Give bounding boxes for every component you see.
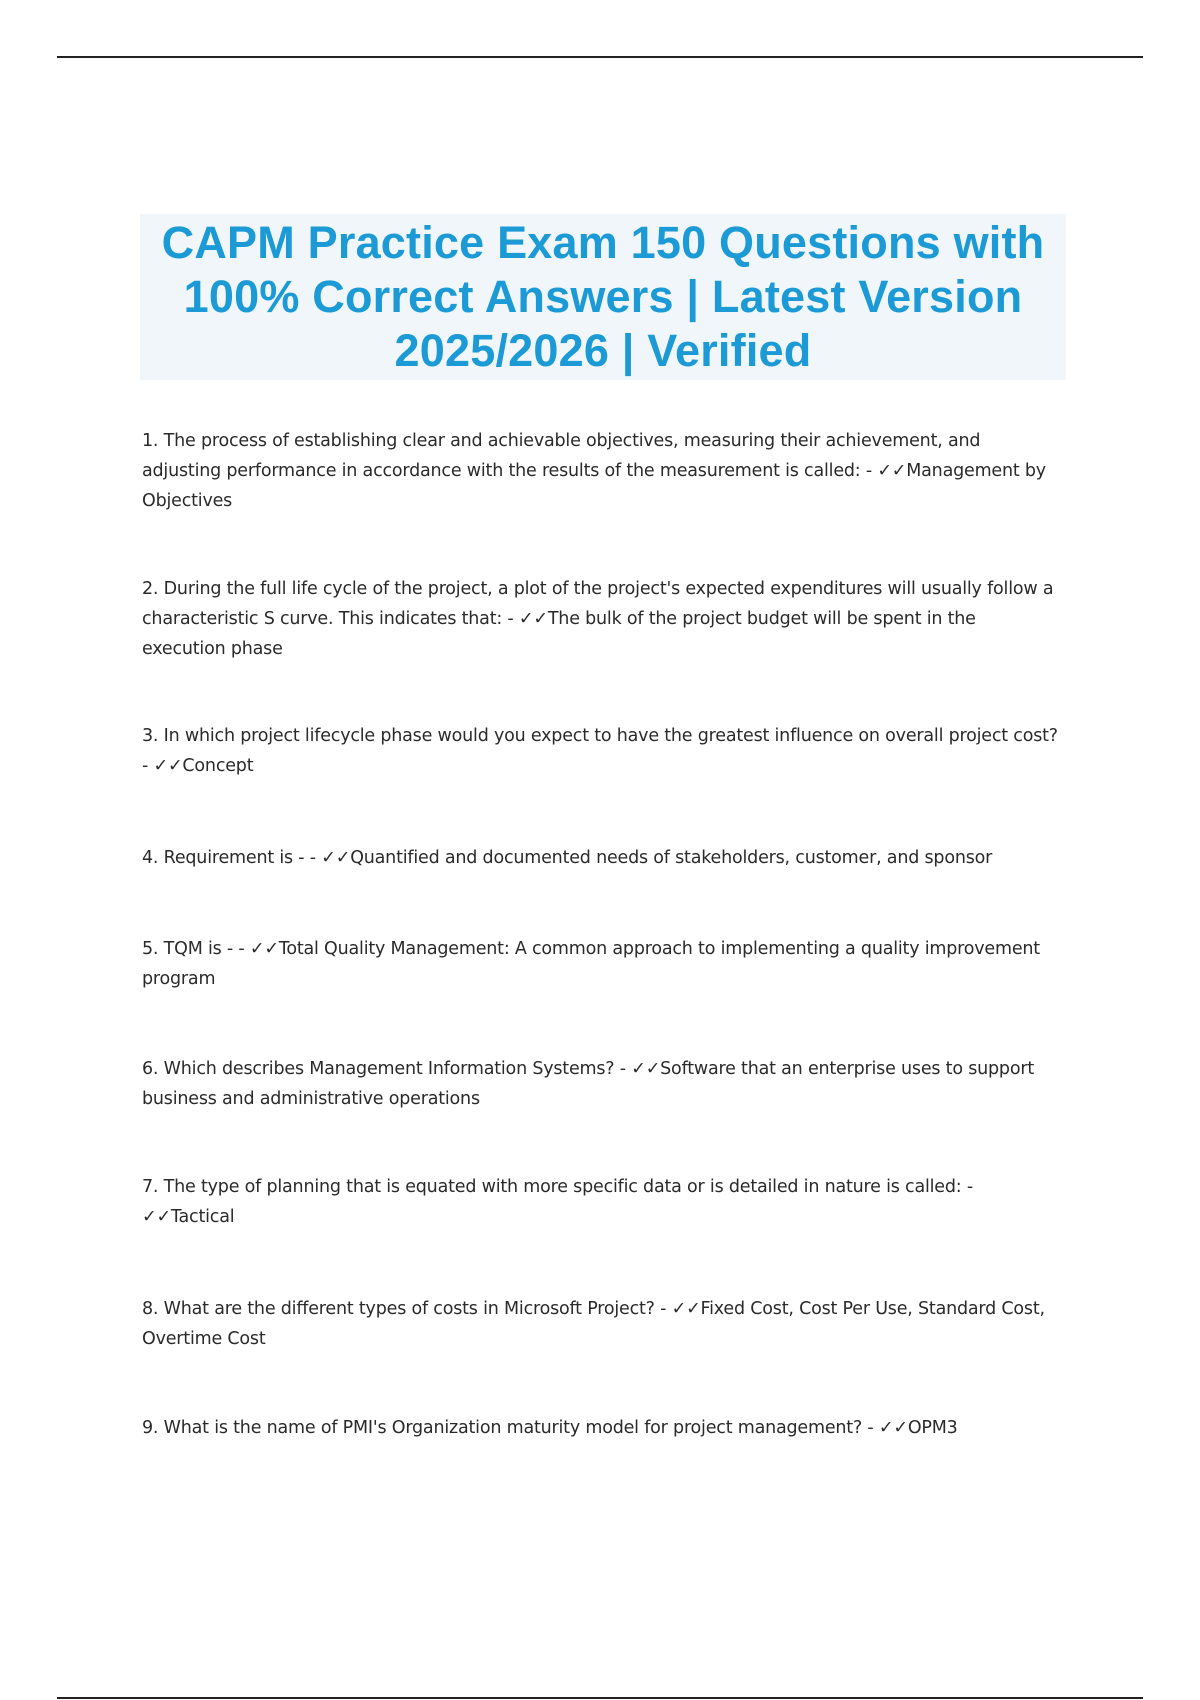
question-item-9: 9. What is the name of PMI's Organization maturity model for project management? - ✓✓OPM3	[142, 1418, 958, 1438]
top-rule	[57, 56, 1143, 58]
question-item-2: 2. During the full life cycle of the project, a plot of the project's expected expenditures will usually follow a characteristic S curve. This indicates that: - ✓✓The bulk of the project budget will be spent in the execution phase	[142, 579, 1054, 659]
question-item-3: 3. In which project lifecycle phase would you expect to have the greatest influence on overall project cost? - ✓✓Concept	[142, 726, 1058, 776]
question-item-4: 4. Requirement is - - ✓✓Quantified and documented needs of stakeholders, customer, and sponsor	[142, 848, 993, 868]
question-item-1: 1. The process of establishing clear and achievable objectives, measuring their achievement, and adjusting performance in accordance with the results of the measurement is called: - ✓✓Management by Objectives	[142, 431, 1046, 511]
question-item-5: 5. TQM is - - ✓✓Total Quality Management: A common approach to implementing a quality improvement program	[142, 939, 1040, 989]
bottom-rule	[57, 1697, 1143, 1699]
question-item-8: 8. What are the different types of costs in Microsoft Project? - ✓✓Fixed Cost, Cost Per Use, Standard Cost, Overtime Cost	[142, 1299, 1045, 1349]
document-title: CAPM Practice Exam 150 Questions with 100% Correct Answers | Latest Version 2025/2026 | Verified	[161, 217, 1045, 376]
question-item-6: 6. Which describes Management Information Systems? - ✓✓Software that an enterprise uses to support business and administrative operations	[142, 1059, 1035, 1109]
question-item-7: 7. The type of planning that is equated with more specific data or is detailed in nature is called: - ✓✓Tactical	[142, 1177, 973, 1227]
title-banner	[140, 214, 1066, 380]
